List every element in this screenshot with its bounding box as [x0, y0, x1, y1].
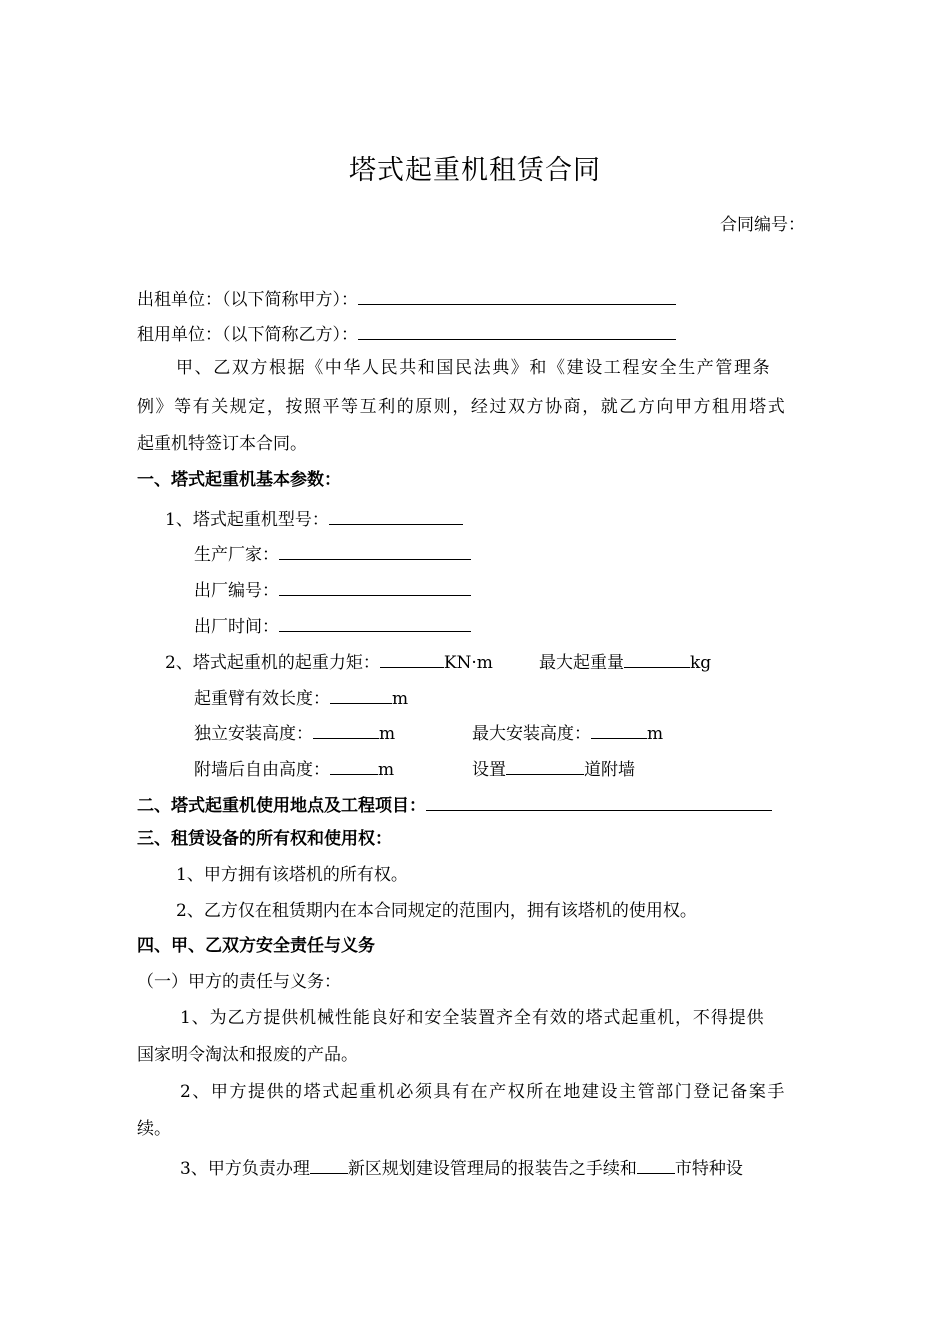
sec4-item1-line1: 1、为乙方提供机械性能良好和安全装置齐全有效的塔式起重机，不得提供 — [180, 1008, 765, 1028]
section-4-heading: 四、甲、乙双方安全责任与义务 — [137, 936, 375, 956]
boom-line — [194, 685, 408, 710]
model-label: 1、塔式起重机型号： — [165, 510, 329, 530]
wall-tie-line — [472, 756, 635, 781]
max-height-unit: m — [647, 724, 664, 744]
maker-blank[interactable] — [279, 541, 471, 560]
moment-unit: KN·m — [443, 653, 493, 673]
section-3-item-1: 1、甲方拥有该塔机的所有权。 — [176, 865, 408, 885]
section-3-heading: 三、租赁设备的所有权和使用权： — [137, 829, 392, 849]
lessee-blank[interactable] — [358, 321, 676, 340]
document-title: 塔式起重机租赁合同 — [349, 155, 601, 186]
max-height-blank[interactable] — [591, 720, 647, 739]
model-line — [165, 506, 463, 531]
moment-line — [165, 649, 493, 674]
wall-tie-label: 道附墙 — [584, 760, 635, 780]
boom-blank[interactable] — [330, 685, 392, 704]
sec4-item3-part-c: 市特种设 — [674, 1159, 743, 1179]
sec4-item3-part-b: 新区规划建设管理局的报装告之手续和 — [347, 1159, 637, 1179]
boom-unit: m — [392, 689, 409, 709]
intro-line-1: 甲、乙双方根据《中华人民共和国民法典》和《建设工程安全生产管理条 — [176, 358, 772, 378]
moment-label: 2、塔式起重机的起重力矩： — [165, 653, 380, 673]
moment-blank[interactable] — [380, 649, 444, 668]
maxload-line — [539, 649, 711, 674]
maxload-unit: kg — [690, 653, 712, 673]
free-height-unit: m — [379, 724, 396, 744]
free-height-label: 独立安装高度： — [194, 724, 313, 744]
sec4-item2-line2: 续。 — [137, 1119, 171, 1139]
wall-free-blank[interactable] — [330, 756, 378, 775]
date-label: 出厂时间： — [194, 617, 279, 637]
lessee-label: 租用单位：（以下简称乙方）： — [137, 325, 358, 345]
max-height-label: 最大安装高度： — [472, 724, 591, 744]
sec4-item1-line2: 国家明令淘汰和报废的产品。 — [137, 1045, 358, 1065]
lessee-line — [137, 321, 676, 346]
intro-line-2: 例》等有关规定，按照平等互利的原则，经过双方协商，就乙方向甲方租用塔式 — [137, 397, 787, 417]
section-4-sub-1: （一）甲方的责任与义务： — [137, 972, 341, 992]
wall-free-label: 附墙后自由高度： — [194, 760, 330, 780]
set-label: 设置 — [472, 760, 506, 780]
maxload-blank[interactable] — [624, 649, 690, 668]
maker-line — [194, 541, 471, 566]
serial-label: 出厂编号： — [194, 581, 279, 601]
contract-number-label: 合同编号： — [720, 215, 805, 235]
serial-line — [194, 577, 471, 602]
intro-line-3: 起重机特签订本合同。 — [137, 434, 307, 454]
section-3-item-2: 2、乙方仅在租赁期内在本合同规定的范围内，拥有该塔机的使用权。 — [176, 901, 697, 921]
sec4-item3-line1 — [180, 1155, 743, 1180]
maxload-label: 最大起重量 — [539, 653, 624, 673]
section-2-heading: 二、塔式起重机使用地点及工程项目： — [137, 796, 426, 816]
maker-label: 生产厂家： — [194, 545, 279, 565]
model-blank[interactable] — [329, 506, 463, 525]
serial-blank[interactable] — [279, 577, 471, 596]
boom-label: 起重臂有效长度： — [194, 689, 330, 709]
free-height-blank[interactable] — [313, 720, 379, 739]
sec4-item3-part-a: 3、甲方负责办理 — [180, 1159, 310, 1179]
date-blank[interactable] — [279, 613, 471, 632]
project-blank[interactable] — [426, 792, 772, 811]
district-blank[interactable] — [310, 1155, 348, 1174]
date-line — [194, 613, 471, 638]
section-1-heading: 一、塔式起重机基本参数： — [137, 470, 341, 490]
max-height-line — [472, 720, 663, 745]
sec4-item2-line1: 2、甲方提供的塔式起重机必须具有在产权所在地建设主管部门登记备案手 — [180, 1082, 786, 1102]
wall-free-line — [194, 756, 394, 781]
lessor-line — [137, 286, 676, 311]
wall-tie-blank[interactable] — [506, 756, 584, 775]
wall-free-unit: m — [378, 760, 395, 780]
section-2-line — [137, 792, 772, 817]
city-blank[interactable] — [637, 1155, 675, 1174]
lessor-blank[interactable] — [358, 286, 676, 305]
lessor-label: 出租单位：（以下简称甲方）： — [137, 290, 358, 310]
free-height-line — [194, 720, 395, 745]
